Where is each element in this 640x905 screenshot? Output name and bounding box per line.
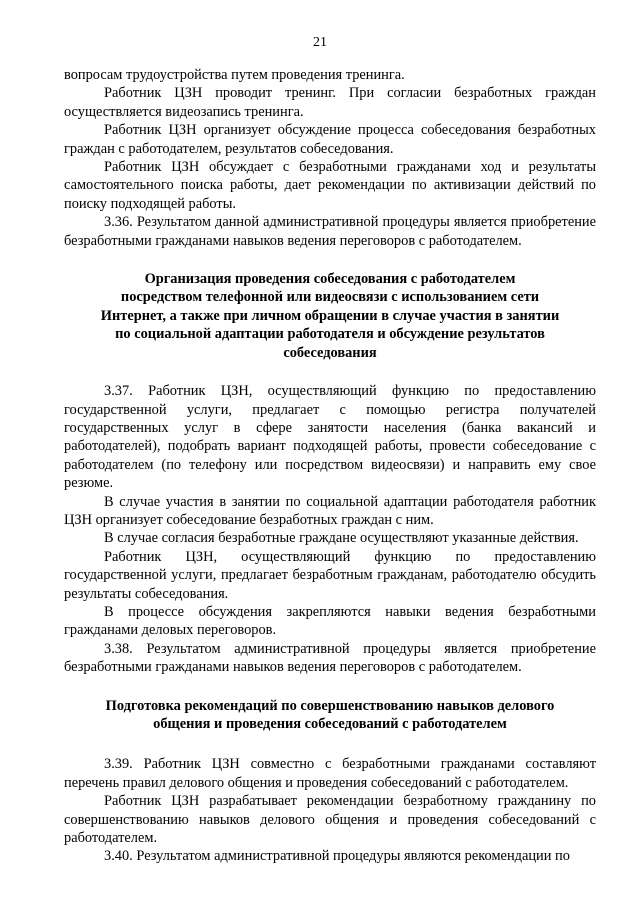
paragraph: 3.38. Результатом административной процедуры является приобретение безработными гражданами навыков ведения переговоров с работодателем.: [64, 640, 596, 676]
section-heading-line: общения и проведения собеседований с работодателем: [153, 716, 507, 732]
section-heading: [64, 697, 596, 734]
paragraph: 3.37. Работник ЦЗН, осуществляющий функцию по предоставлению государственной услуги, предлагает с помощью регистра получателей государственных услуг в сфере занятости населения (банка вакансий и работодателей), подобрать вариант подходящей работы, провести собеседование с работодателем (по телефону или посредством видеосвязи) и направить ему свое резюме.: [64, 383, 596, 492]
paragraph: Работник ЦЗН обсуждает с безработными гражданами ход и результаты самостоятельного поиска работы, дает рекомендации по активизации действий по поиску подходящей работы.: [64, 159, 596, 212]
paragraph: Работник ЦЗН организует обсуждение процесса собеседования безработных граждан с работодателем, результатов собеседования.: [64, 122, 596, 157]
paragraph: В случае согласия безработные граждане осуществляют указанные действия.: [104, 530, 579, 547]
section-heading-line: Интернет, а также при личном обращении в случае участия в занятии: [100, 307, 560, 324]
section-heading-line: по социальной адаптации работодателя и обсуждение результатов: [115, 326, 545, 343]
section-heading-line: собеседования: [283, 344, 377, 361]
document-body: [64, 66, 596, 866]
paragraph: Работник ЦЗН разрабатывает рекомендации безработному гражданину по совершенствованию навыков делового общения и проведения собеседований с работодателем.: [64, 793, 596, 847]
section-heading: [64, 270, 596, 362]
paragraph: 3.36. Результатом данной административной процедуры является приобретение безработными гражданами навыков ведения переговоров с работодателем.: [64, 214, 596, 249]
section-heading-line: посредством телефонной или видеосвязи с использованием сети: [120, 289, 540, 306]
paragraph: 3.39. Работник ЦЗН совместно с безработными гражданами составляют перечень правил делового общения и проведения собеседований с работодателем.: [64, 756, 596, 791]
paragraph: Работник ЦЗН проводит тренинг. При согласии безработных граждан осуществляется видеозапись тренинга.: [64, 85, 596, 120]
paragraph: В случае участия в занятии по социальной адаптации работодателя работник ЦЗН организует собеседование безработных граждан с ним.: [64, 493, 596, 528]
paragraph: 3.40. Результатом административной процедуры являются рекомендации по: [104, 848, 570, 865]
paragraph: вопросам трудоустройства путем проведения тренинга.: [64, 67, 405, 83]
paragraph: В процессе обсуждения закрепляются навыки ведения безработными гражданами деловых переговоров.: [64, 603, 596, 639]
section-heading-line: Организация проведения собеседования с работодателем: [144, 271, 516, 288]
page-number: 21: [313, 35, 327, 50]
section-heading-line: Подготовка рекомендаций по совершенствованию навыков делового: [105, 697, 555, 714]
paragraph: Работник ЦЗН, осуществляющий функцию по предоставлению государственной услуги, предлагает безработным гражданам, работодателю обсудить результаты собеседования.: [64, 548, 596, 602]
